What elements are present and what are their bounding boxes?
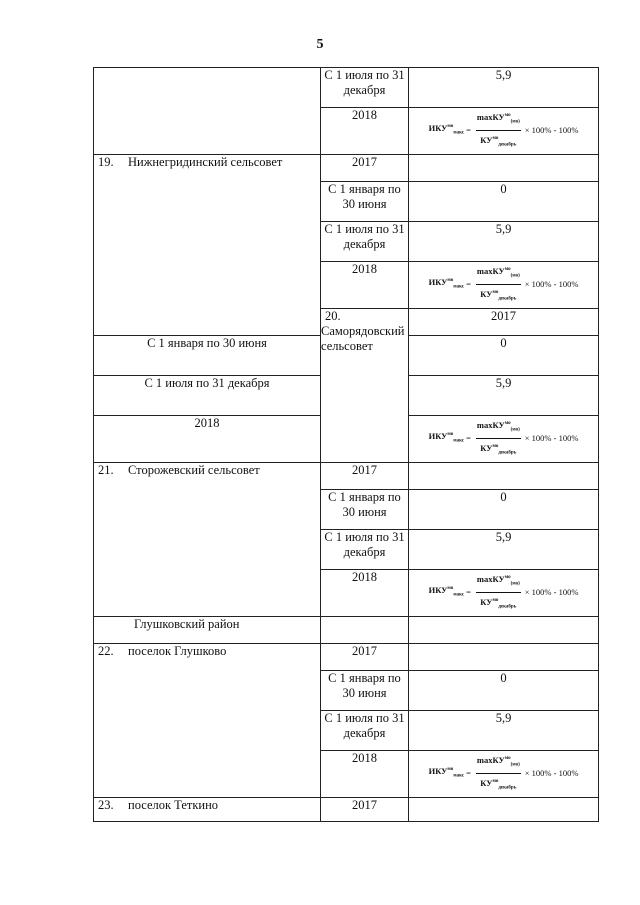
formula-fraction (476, 416, 521, 460)
empty-cell (409, 463, 599, 490)
value-cell: 0 (409, 336, 599, 376)
formula-numerator: maxКУ (476, 111, 505, 122)
formula-den-sub: декабрь (498, 450, 517, 456)
empty-cell (409, 155, 599, 182)
formula-denominator: КУ (480, 288, 493, 299)
table-row (94, 463, 599, 490)
formula-num-sub: (мо) (510, 119, 520, 125)
period-cell: С 1 июля по 31 декабря (321, 222, 409, 262)
formula-den-sup: мо (492, 289, 499, 295)
formula-cell (409, 416, 599, 463)
formula-fraction (476, 262, 521, 306)
settlement-name-cell (94, 463, 321, 617)
formula-tail: × 100% - 100% (524, 124, 579, 135)
formula-lhs: ИКУ (428, 766, 448, 777)
period-cell: С 1 июля по 31 декабря (321, 530, 409, 570)
formula-tail: × 100% - 100% (524, 586, 579, 597)
formula-num-sup: мо (504, 113, 511, 118)
formula-lhs: ИКУ (428, 431, 448, 442)
year-cell: 2017 (409, 309, 599, 336)
formula-tail: × 100% - 100% (524, 278, 579, 289)
value-cell: 0 (409, 671, 599, 711)
settlement-name: Саморядовский сельсовет (321, 324, 405, 353)
formula-numerator: maxКУ (476, 754, 505, 765)
row-number: 20. (325, 309, 341, 323)
period-cell: С 1 января по 30 июня (321, 671, 409, 711)
period-cell: С 1 января по 30 июня (321, 182, 409, 222)
row-number: 21. (98, 463, 114, 477)
formula-lhs-sup: мо (447, 767, 454, 773)
formula-den-sub: декабрь (498, 604, 517, 610)
formula-eq: = (466, 432, 471, 443)
formula-den-sub: декабрь (498, 296, 517, 302)
formula-lhs-sup: мо (447, 278, 454, 284)
period-cell: С 1 января по 30 июня (94, 336, 321, 376)
formula (429, 262, 579, 306)
formula-numerator: maxКУ (476, 419, 505, 430)
row-number: 23. (98, 798, 114, 812)
formula-den-sub: декабрь (498, 142, 517, 148)
settlement-name-cell (321, 309, 409, 463)
formula-eq: = (466, 278, 471, 289)
empty-cell (409, 798, 599, 822)
formula (429, 751, 579, 795)
formula-num-sup: мо (504, 756, 511, 761)
formula-eq: = (466, 586, 471, 597)
formula-den-sub: декабрь (498, 785, 517, 791)
value-cell: 5,9 (409, 530, 599, 570)
value-cell: 5,9 (409, 376, 599, 416)
formula-fraction (476, 570, 521, 614)
formula-lhs-sub: макс (453, 592, 465, 598)
settlement-name: поселок Теткино (128, 798, 219, 812)
formula-num-sub: (мо) (510, 427, 520, 433)
value-cell: 5,9 (409, 222, 599, 262)
period-cell: С 1 января по 30 июня (321, 490, 409, 530)
formula (429, 108, 579, 152)
formula-lhs-sub: макс (453, 773, 465, 779)
value-cell: 0 (409, 182, 599, 222)
empty-cell (409, 617, 599, 644)
year-cell: 2018 (321, 262, 409, 309)
table-row (94, 644, 599, 671)
year-cell: 2017 (321, 644, 409, 671)
year-cell: 2017 (321, 463, 409, 490)
settlement-name-cell (94, 644, 321, 798)
formula-denominator: КУ (480, 134, 493, 145)
formula-den-sup: мо (492, 778, 499, 784)
name-cell (94, 68, 321, 155)
formula-lhs-sub: макс (453, 438, 465, 444)
period-cell: С 1 июля по 31 декабря (321, 68, 409, 108)
formula-lhs-sub: макс (453, 284, 465, 290)
formula-denominator: КУ (480, 442, 493, 453)
formula-denominator: КУ (480, 596, 493, 607)
formula-lhs: ИКУ (428, 123, 448, 134)
formula (429, 570, 579, 614)
value-cell: 5,9 (409, 68, 599, 108)
formula-num-sub: (мо) (510, 273, 520, 279)
formula-cell (409, 751, 599, 798)
formula-tail: × 100% - 100% (524, 432, 579, 443)
district-name: Глушковский район (94, 617, 321, 644)
formula-cell (409, 570, 599, 617)
tariff-table (93, 67, 599, 822)
settlement-name: Сторожевский сельсовет (128, 463, 260, 477)
period-cell: С 1 июля по 31 декабря (321, 711, 409, 751)
formula-fraction (476, 751, 521, 795)
year-cell: 2018 (321, 751, 409, 798)
year-cell: 2018 (321, 108, 409, 155)
formula-eq: = (466, 124, 471, 135)
formula-eq: = (466, 767, 471, 778)
formula-cell (409, 262, 599, 309)
formula-denominator: КУ (480, 777, 493, 788)
formula-lhs: ИКУ (428, 585, 448, 596)
table-row (94, 798, 599, 822)
period-cell: С 1 июля по 31 декабря (94, 376, 321, 416)
formula-lhs-sup: мо (447, 586, 454, 592)
formula-num-sub: (мо) (510, 762, 520, 768)
formula (429, 416, 579, 460)
year-cell: 2018 (321, 570, 409, 617)
year-cell: 2018 (94, 416, 321, 463)
row-number: 22. (98, 644, 114, 658)
year-cell: 2017 (321, 155, 409, 182)
formula-cell (409, 108, 599, 155)
empty-cell (409, 644, 599, 671)
empty-cell (321, 617, 409, 644)
table-row (94, 68, 599, 108)
formula-fraction (476, 108, 521, 152)
formula-num-sup: мо (504, 575, 511, 580)
formula-den-sup: мо (492, 443, 499, 449)
value-cell: 5,9 (409, 711, 599, 751)
settlement-name-cell (94, 798, 321, 822)
year-cell: 2017 (321, 798, 409, 822)
settlement-name: поселок Глушково (128, 644, 227, 658)
district-row (94, 617, 599, 644)
formula-lhs-sup: мо (447, 124, 454, 130)
formula-num-sub: (мо) (510, 581, 520, 587)
formula-den-sup: мо (492, 597, 499, 603)
formula-lhs-sup: мо (447, 432, 454, 438)
formula-den-sup: мо (492, 135, 499, 141)
formula-numerator: maxКУ (476, 265, 505, 276)
formula-lhs: ИКУ (428, 277, 448, 288)
formula-num-sup: мо (504, 267, 511, 272)
formula-lhs-sub: макс (453, 130, 465, 136)
row-number: 19. (98, 155, 114, 169)
formula-tail: × 100% - 100% (524, 767, 579, 778)
settlement-name: Нижнегридинский сельсовет (128, 155, 283, 169)
formula-numerator: maxКУ (476, 573, 505, 584)
value-cell: 0 (409, 490, 599, 530)
page-number: 5 (316, 37, 324, 52)
settlement-name-cell (94, 155, 321, 336)
formula-num-sup: мо (504, 421, 511, 426)
table-row (94, 155, 599, 182)
